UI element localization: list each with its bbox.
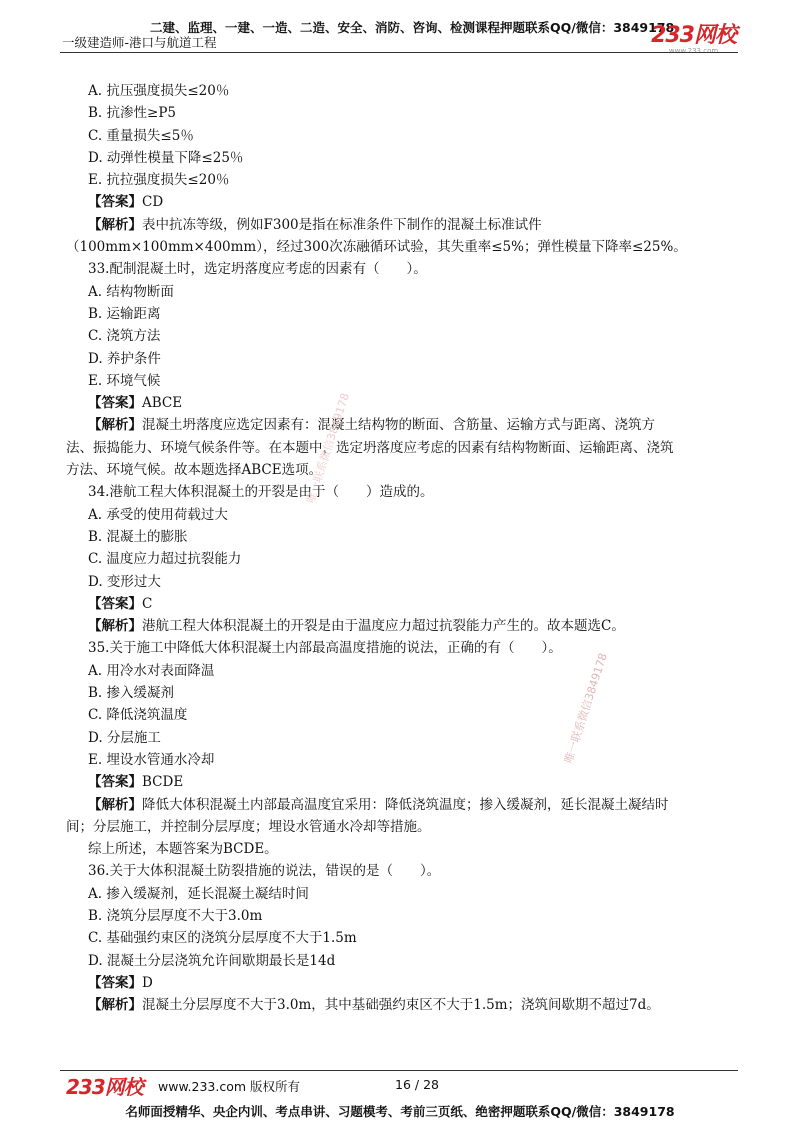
footer-copyright: www.233.com 版权所有 bbox=[158, 1079, 300, 1094]
analysis-line bbox=[66, 994, 746, 1016]
option-line: B. 抗渗性≥P5 bbox=[88, 105, 176, 122]
option-line: A. 承受的使用荷载过大 bbox=[88, 506, 228, 523]
question-stem: 34.港航工程大体积混凝土的开裂是由于（ ）造成的。 bbox=[88, 484, 434, 501]
question-stem: 33.配制混凝土时，选定坍落度应考虑的因素有（ ）。 bbox=[88, 261, 427, 278]
analysis-text: 表中抗冻等级，例如F300是指在标准条件下制作的混凝土标准试件 bbox=[142, 216, 542, 233]
analysis-text: 港航工程大体积混凝土的开裂是由于温度应力超过抗裂能力产生的。故本题选C。 bbox=[142, 618, 625, 635]
answer-line bbox=[66, 771, 746, 793]
option-line: D. 动弹性模量下降≤25％ bbox=[88, 149, 244, 166]
option-line: E. 抗拉强度损失≤20％ bbox=[88, 172, 230, 189]
question-stem: 35.关于施工中降低大体积混凝土内部最高温度措施的说法，正确的有（ ）。 bbox=[88, 640, 562, 657]
analysis-text: 混凝土分层厚度不大于3.0m，其中基础强约束区不大于1.5m；浇筑间歇期不超过7d。 bbox=[142, 997, 660, 1014]
header-contact-line: 二建、监理、一建、一造、二造、安全、消防、咨询、检测课程押题联系QQ/微信：3849178 bbox=[150, 20, 675, 35]
continuation-line: 间；分层施工，并控制分层厚度；埋设水管通水冷却等措施。 bbox=[66, 818, 431, 835]
continuation-line: 方法、环境气候。故本题选择ABCE选项。 bbox=[66, 462, 323, 479]
footer-contact-line: 名师面授精华、央企内训、考点串讲、习题模考、考前三页纸、绝密押题联系QQ/微信：3849178 bbox=[125, 1104, 675, 1119]
option-line: A. 抗压强度损失≤20％ bbox=[88, 83, 230, 99]
continuation-line: （100mm×100mm×400mm），经过300次冻融循环试验，其失重率≤5%；弹性模量下降率≤25%。 bbox=[66, 239, 687, 256]
option-line: D. 分层施工 bbox=[88, 729, 161, 746]
answer-line bbox=[66, 392, 746, 414]
answer-text: ABCE bbox=[142, 395, 183, 412]
option-line: C. 重量损失≤5％ bbox=[88, 127, 194, 144]
analysis-line bbox=[66, 794, 746, 816]
continuation-line: 法、振捣能力、环境气候条件等。在本题中，选定坍落度应考虑的因素有结构物断面、运输距离、浇筑 bbox=[66, 439, 674, 456]
option-line: D. 养护条件 bbox=[88, 350, 161, 367]
option-line: B. 运输距离 bbox=[88, 305, 161, 322]
answer-text: D bbox=[142, 974, 153, 991]
option-line: E. 环境气候 bbox=[88, 372, 161, 389]
answer-label: 【答案】 bbox=[88, 395, 142, 412]
option-line: C. 温度应力超过抗裂能力 bbox=[88, 551, 242, 568]
option-line: A. 结构物断面 bbox=[88, 283, 174, 300]
footer-logo: 233网校 bbox=[66, 1075, 143, 1099]
brand-logo-text: 233网校 bbox=[651, 23, 736, 48]
header-divider bbox=[60, 52, 738, 53]
analysis-line bbox=[66, 414, 746, 436]
analysis-label: 【解析】 bbox=[88, 997, 142, 1014]
analysis-text: 降低大体积混凝土内部最高温度宜采用：降低浇筑温度；掺入缓凝剂，延长混凝土凝结时 bbox=[142, 796, 669, 813]
answer-line bbox=[66, 593, 746, 615]
option-line: A. 掺入缓凝剂，延长混凝土凝结时间 bbox=[88, 885, 309, 902]
option-line: A. 用冷水对表面降温 bbox=[88, 662, 215, 679]
brand-logo-url: www.233.com bbox=[668, 47, 719, 55]
document-subtitle: 一级建造师-港口与航道工程 bbox=[62, 35, 217, 50]
footer-divider bbox=[60, 1070, 738, 1071]
analysis-label: 【解析】 bbox=[88, 216, 142, 233]
analysis-line bbox=[66, 214, 746, 236]
option-line: B. 混凝土的膨胀 bbox=[88, 528, 188, 545]
option-line: D. 混凝土分层浇筑允许间歇期最长是14d bbox=[88, 952, 336, 969]
option-line: C. 基础强约束区的浇筑分层厚度不大于1.5m bbox=[88, 930, 357, 947]
option-line: B. 浇筑分层厚度不大于3.0m bbox=[88, 907, 263, 924]
option-line: C. 浇筑方法 bbox=[88, 328, 161, 345]
document-body bbox=[66, 80, 746, 1016]
brand-logo bbox=[651, 18, 736, 55]
analysis-label: 【解析】 bbox=[88, 417, 142, 434]
option-line: 综上所述，本题答案为BCDE。 bbox=[88, 841, 278, 858]
answer-line bbox=[66, 972, 746, 994]
watermark-1: 唯一联系微信3849178 bbox=[304, 391, 352, 505]
option-line: B. 掺入缓凝剂 bbox=[88, 685, 175, 702]
answer-label: 【答案】 bbox=[88, 595, 142, 612]
analysis-label: 【解析】 bbox=[88, 618, 142, 635]
answer-line bbox=[66, 191, 746, 213]
answer-text: BCDE bbox=[142, 774, 184, 791]
answer-text: C bbox=[142, 595, 153, 612]
analysis-text: 混凝土坍落度应选定因素有：混凝土结构物的断面、含筋量、运输方式与距离、浇筑方 bbox=[142, 417, 655, 434]
option-line: C. 降低浇筑温度 bbox=[88, 707, 188, 724]
page-number: 16 / 28 bbox=[395, 1077, 439, 1092]
option-line: E. 埋设水管通水冷却 bbox=[88, 751, 215, 768]
analysis-line bbox=[66, 615, 746, 637]
watermark-2: 唯一联系微信3849178 bbox=[562, 651, 610, 765]
analysis-label: 【解析】 bbox=[88, 796, 142, 813]
answer-text: CD bbox=[142, 194, 164, 211]
answer-label: 【答案】 bbox=[88, 974, 142, 991]
answer-label: 【答案】 bbox=[88, 194, 142, 211]
answer-label: 【答案】 bbox=[88, 774, 142, 791]
option-line: D. 变形过大 bbox=[88, 573, 161, 590]
question-stem: 36.关于大体积混凝土防裂措施的说法，错误的是（ ）。 bbox=[88, 863, 441, 880]
